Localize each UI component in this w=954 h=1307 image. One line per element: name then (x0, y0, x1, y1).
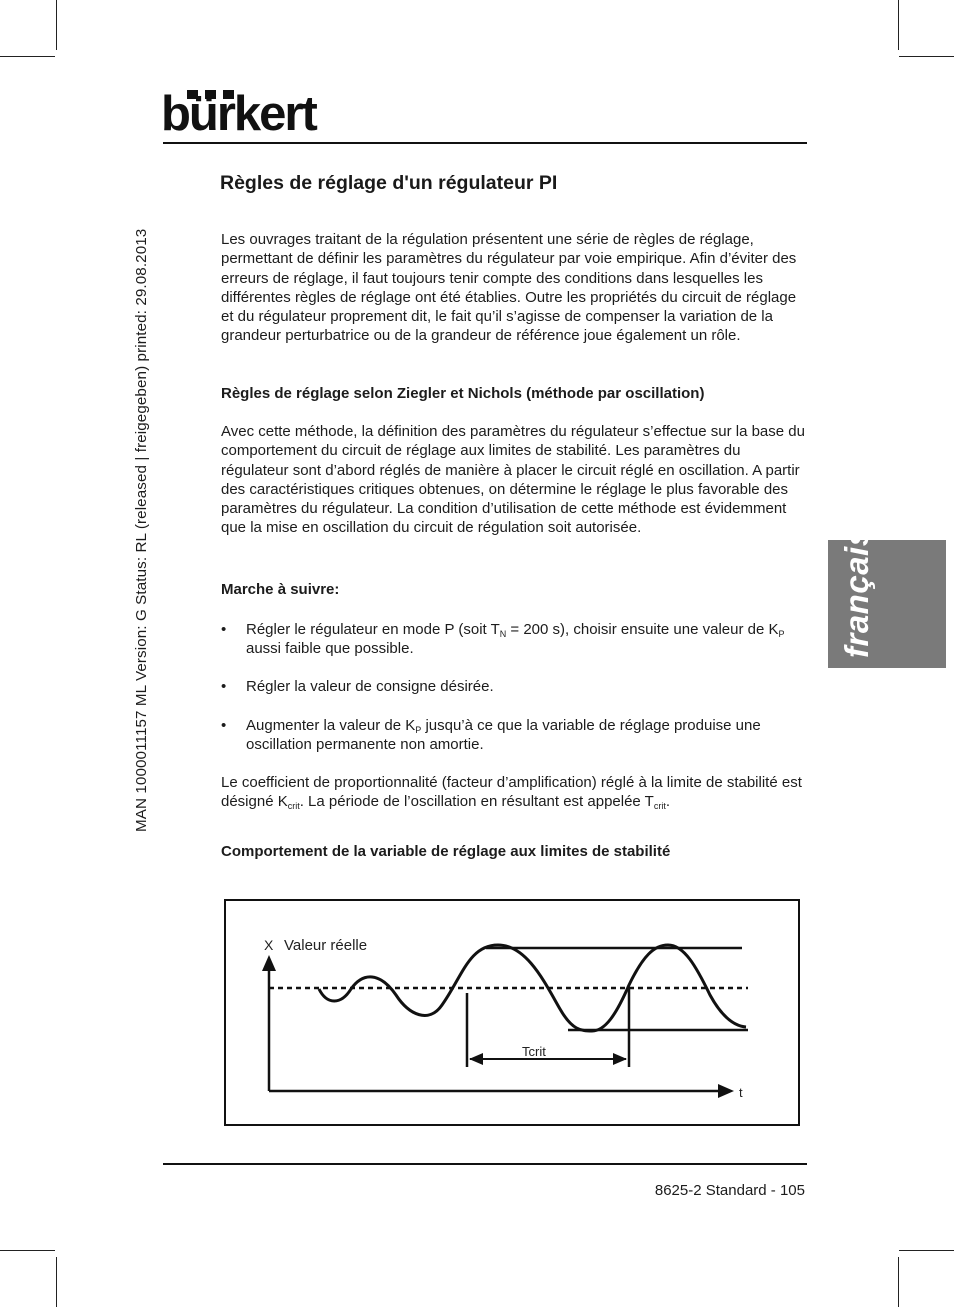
y-axis-arrow-icon (262, 955, 276, 971)
arrow-right-icon (613, 1053, 627, 1065)
intro-paragraph: Les ouvrages traitant de la régulation présentent une série de règles de réglage, permettant de définir les paramètres du régulateur par voie empirique. Afin d’éviter des erreurs de réglage, il faut toujours tenir compte des conditions dans lesquelles les différentes règles de réglage ont été établies. Outre les propriétés du circuit de réglage et du régulateur proprement dit, le fait qu’il s’agisse de compenser la variation de la grandeur perturbatrice ou de la grandeur de référence joue également un rôle. (221, 231, 797, 345)
bullet-dot: • (221, 621, 227, 638)
period-label: Tcrit (522, 1044, 546, 1059)
crop-mark (0, 1250, 55, 1251)
crop-mark (899, 56, 954, 57)
document-status-note: MAN 1000011157 ML Version: G Status: RL (released | freigegeben) printed: 29.08.2013 (133, 228, 150, 832)
crop-mark (56, 0, 57, 50)
oscillation-diagram (224, 899, 804, 1129)
crop-mark (0, 56, 55, 57)
page-title: Règles de réglage d'un régulateur PI (220, 172, 558, 194)
figure-caption: Comportement de la variable de réglage aux limites de stabilité (221, 843, 671, 860)
footer-rule (163, 1163, 807, 1165)
list-item-text: Régler la valeur de consigne désirée. (246, 678, 494, 695)
crop-mark (898, 0, 899, 50)
procedure-heading: Marche à suivre: (221, 581, 340, 598)
y-axis-symbol: X (264, 937, 274, 953)
x-axis-arrow-icon (718, 1084, 734, 1098)
arrow-left-icon (469, 1053, 483, 1065)
list-item-text: Augmenter la valeur de $K_P$ jusqu’à ce que la variable de réglage produise une oscillation permanente non amortie. (246, 717, 761, 754)
list-item-text: Régler le régulateur en mode P (soit $T_N = 200$ s), choisir ensuite une valeur de $K_P$ aussi faible que possible. (246, 621, 785, 658)
section-body-ziegler-nichols: Avec cette méthode, la définition des paramètres du régulateur s’effectue sur la base du comportement du circuit de réglage aux limites de stabilité. Les paramètres du régulateur sont d’abord réglés de manière à placer le circuit réglé en oscillation. A partir des caractéristiques critiques obtenues, on détermine le réglage le plus favorable des paramètres du régulateur. La condition d’utilisation de cette méthode est évidemment que la mise en oscillation du circuit de régulation soit autorisée. (221, 423, 805, 537)
crop-mark (898, 1257, 899, 1307)
crop-mark (56, 1257, 57, 1307)
bullet-dot: • (221, 678, 227, 695)
y-axis-label: Valeur réelle (284, 937, 368, 954)
bullet-dot: • (221, 717, 227, 734)
kcrit-paragraph: Le coefficient de proportionnalité (facteur d’amplification) réglé à la limite de stabilité est désigné $K_{crit}$. La période de l’oscillation en résultant est appelée $T_{crit}$. (221, 774, 802, 812)
header-rule (163, 142, 807, 144)
logo-wordmark: bürkert (161, 87, 316, 141)
crop-mark (899, 1250, 954, 1251)
x-axis-label: t (739, 1085, 743, 1100)
page-footer: 8625-2 Standard - 105 (654, 1182, 805, 1199)
section-heading-ziegler-nichols: Règles de réglage selon Ziegler et Nichols (méthode par oscillation) (221, 385, 705, 402)
brand-logo (161, 87, 806, 144)
language-tab-label: français (838, 527, 875, 658)
